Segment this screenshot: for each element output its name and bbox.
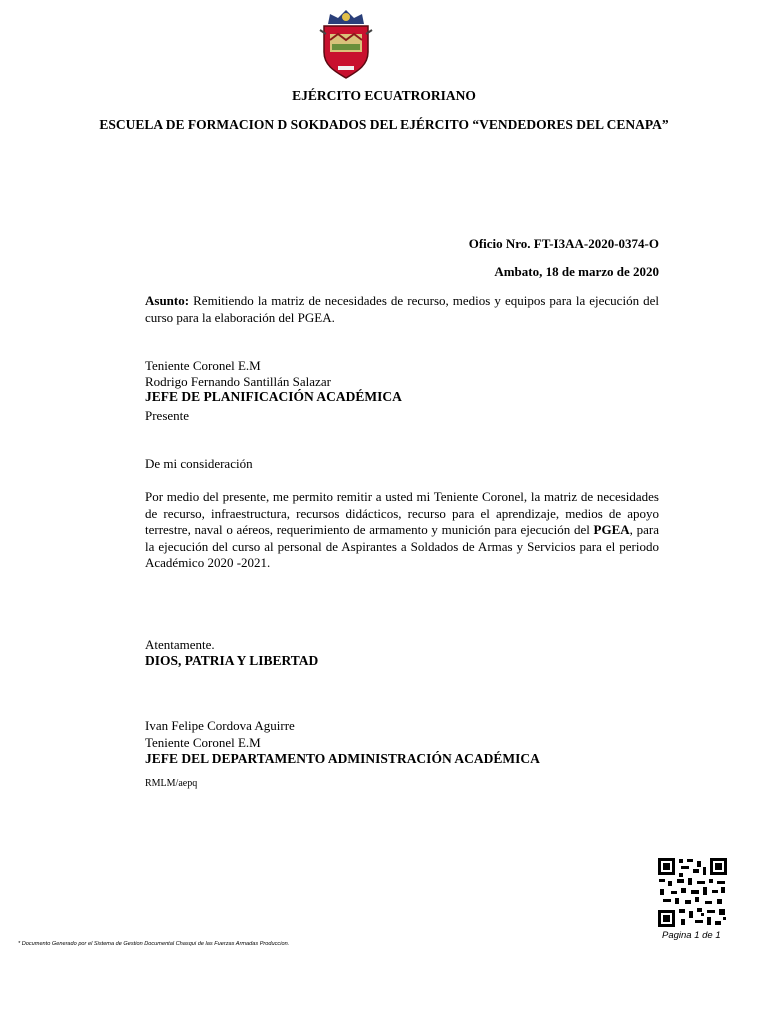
body-part1: Por medio del presente, me permito remitir a usted mi Teniente Coronel, la matriz de necesidades de recurso, infraestructura, recursos didácticos, recurso para el aprendizaje, medios de apoyo terrestre, naval o aéreos, requerimiento de armamento y munición para ejecución del [145,489,659,537]
recipient-title: JEFE DE PLANIFICACIÓN ACADÉMICA [145,389,402,404]
footer-note: * Documento Generado por el Sistema de Gestion Documental Chasqui de las Fuerzas Armadas Produccion. [18,941,290,947]
closing-motto: DIOS, PATRIA Y LIBERTAD [145,653,319,668]
school-title: ESCUELA DE FORMACION D SOKDADOS DEL EJÉRCITO “VENDEDORES DEL CENAPA” [99,117,669,132]
sender-name: Ivan Felipe Cordova Aguirre [145,718,295,733]
recipient-name: Rodrigo Fernando Santillán Salazar [145,374,331,389]
recipient-rank: Teniente Coronel E.M [145,358,261,373]
subject-paragraph [145,293,659,326]
subject-label: Asunto: [145,293,190,308]
page-counter: Pagina 1 de 1 [662,930,721,941]
sender-title: JEFE DEL DEPARTAMENTO ADMINISTRACIÓN ACADÉMICA [145,751,540,766]
body-paragraph [145,489,659,572]
body-part2: , para la ejecución del curso al personal de Aspirantes a Soldados de Armas y Servicios para el periodo Académico 2020 -2021. [145,522,659,570]
subject-text: Remitiendo la matriz de necesidades de recurso, medios y equipos para la ejecución del curso para la elaboración del PGEA. [145,293,659,325]
recipient-presente: Presente [145,408,190,423]
closing-atentamente: Atentamente. [145,637,215,652]
oficio-number: Oficio Nro. FT-I3AA-2020-0374-O [468,236,659,251]
initials: RMLM/aepq [145,778,198,789]
army-shield-crest-icon [318,10,374,80]
institution-title: EJÉRCITO ECUATRORIANO [292,88,476,103]
greeting: De mi consideración [145,456,253,471]
sender-rank: Teniente Coronel E.M [145,735,261,750]
body-bold: PGEA [593,522,630,537]
qr-code-icon [657,857,728,928]
place-date: Ambato, 18 de marzo de 2020 [494,264,659,279]
